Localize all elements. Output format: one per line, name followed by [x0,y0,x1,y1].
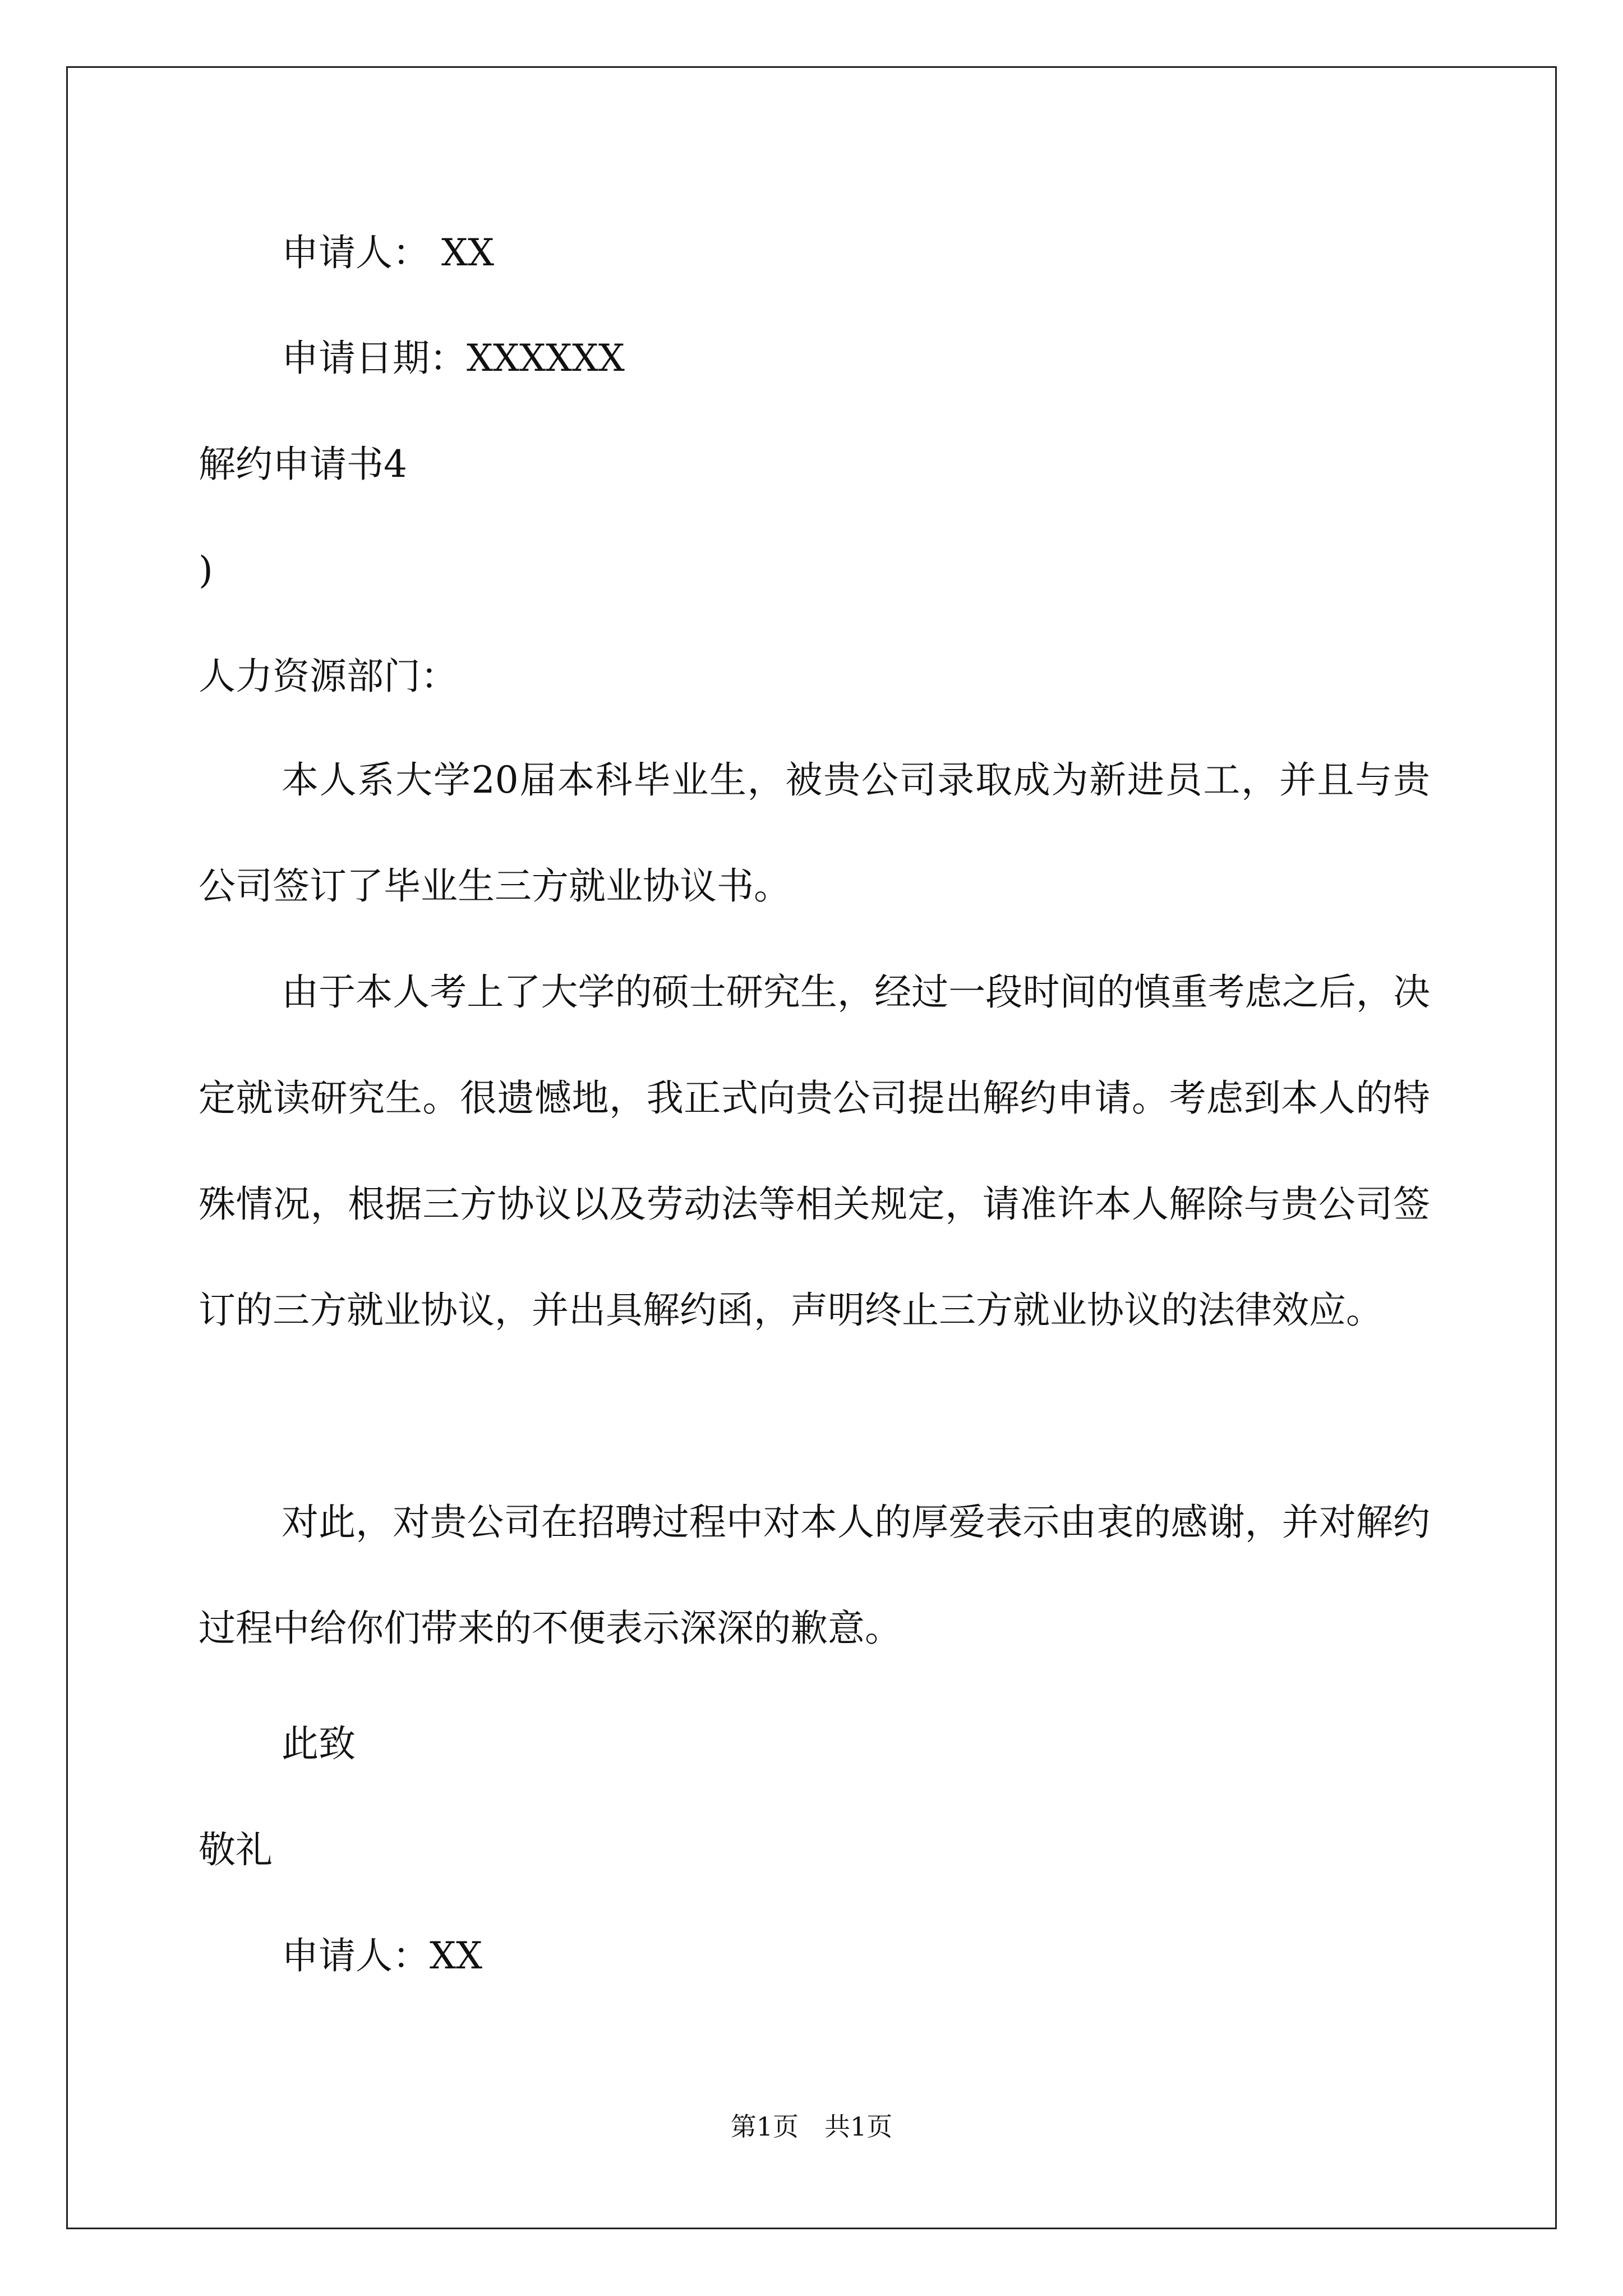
paragraph-thanks: 对此，对贵公司在招聘过程中对本人的厚爱表示由衷的感谢，并对解约过程中给你们带来的不便表示深深的歉意。 [199,1501,1430,1650]
recipient-line: 人力资源部门： [199,655,458,698]
applicant-line-bottom: 申请人：XX [282,1934,482,1977]
closing-salutation: 此致 [282,1722,356,1765]
stray-parenthesis: ) [199,549,213,592]
apply-date-line: 申请日期：XXXXXX [282,337,625,380]
closing-regards: 敬礼 [199,1828,273,1871]
applicant-line-top: 申请人： XX [282,231,494,274]
paragraph-reason: 由于本人考上了大学的硕士研究生，经过一段时间的慎重考虑之后，决定就读研究生。很遗憾地，我正式向贵公司提出解约申请。考虑到本人的特殊情况，根据三方协议以及劳动法等相关规定，请准许本人解除与贵公司签订的三方就业协议，并出具解约函，声明终止三方就业协议的法律效应。 [199,970,1430,1332]
page-number-footer: 第1页 共1页 [730,2111,893,2142]
section-title: 解约申请书4 [199,443,407,486]
paragraph-intro: 本人系大学20届本科毕业生，被贵公司录取成为新进员工，并且与贵公司签订了毕业生三方就业协议书。 [199,758,1430,908]
